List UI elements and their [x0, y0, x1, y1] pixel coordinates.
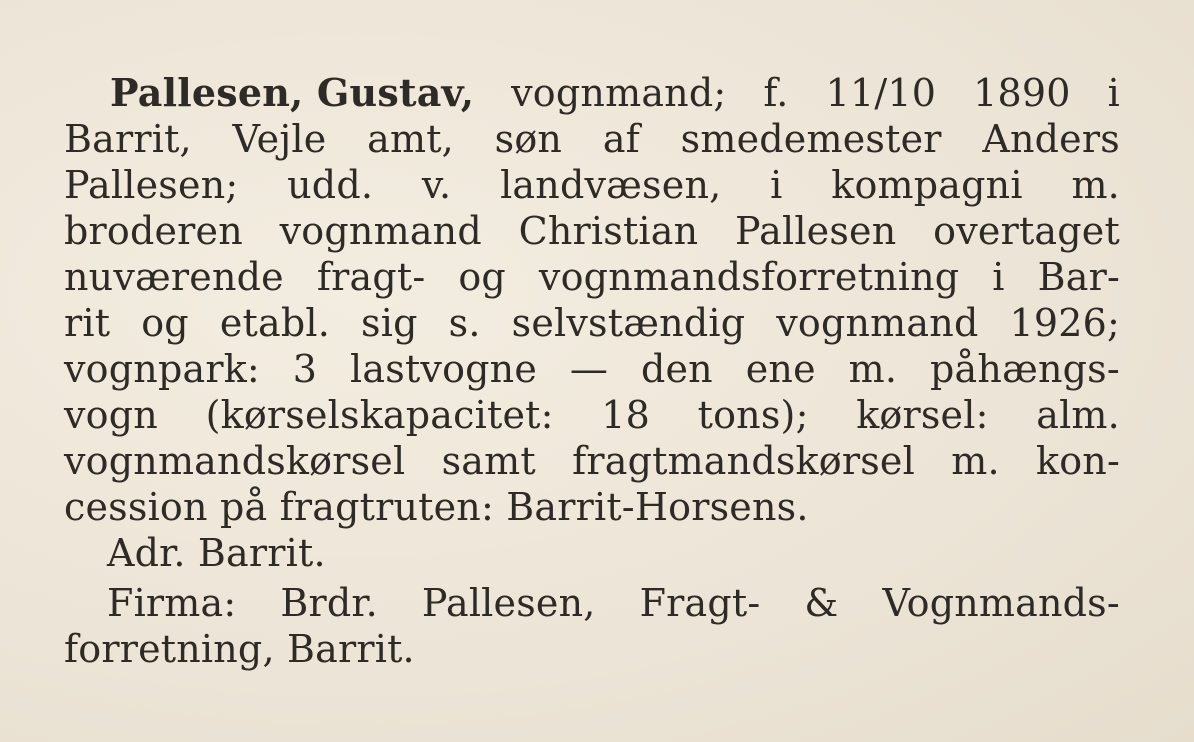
- word: Bar-: [1037, 255, 1120, 299]
- entry-line-10: cession på fragtruten: Barrit-Horsens.: [64, 485, 809, 529]
- entry-line-7: [64, 346, 1120, 392]
- word: overtaget: [933, 209, 1120, 253]
- word: vognmandsforretning: [538, 255, 960, 299]
- word: v.: [421, 163, 452, 207]
- entry-line-5: [64, 254, 1120, 300]
- entry-line-6: [64, 300, 1120, 346]
- entry-line-4: [64, 208, 1120, 254]
- word: Pallesen;: [64, 163, 239, 207]
- word: lastvogne: [350, 347, 538, 391]
- word: nuværende: [64, 255, 284, 299]
- word: s.: [448, 301, 481, 345]
- word: 18: [601, 393, 651, 437]
- word: sig: [361, 301, 418, 345]
- word: kompagni: [831, 163, 1023, 207]
- word: i: [1107, 71, 1120, 115]
- word: broderen: [64, 209, 243, 253]
- entry-line-9: [64, 438, 1120, 484]
- word: kon-: [1035, 439, 1120, 483]
- word: den: [640, 347, 713, 391]
- word: Pallesen: [735, 209, 897, 253]
- word: &: [804, 581, 839, 625]
- word: 1926;: [1009, 301, 1120, 345]
- word: etabl.: [219, 301, 331, 345]
- word: fragt-: [316, 255, 426, 299]
- entry-line-8: [64, 392, 1120, 438]
- word: tons);: [697, 393, 809, 437]
- word: fragtmandskørsel: [572, 439, 915, 483]
- word: påhængs-: [930, 347, 1120, 391]
- entry-name: Pallesen, Gustav,: [110, 70, 475, 115]
- word: alm.: [1036, 393, 1120, 437]
- word: m.: [951, 439, 1000, 483]
- entry-line-3: [64, 162, 1120, 208]
- word: 11/10: [825, 71, 937, 115]
- word: Pallesen,: [421, 581, 596, 625]
- firm-line-2: forretning, Barrit.: [64, 627, 415, 671]
- word: søn: [494, 117, 563, 161]
- word: Firma:: [107, 581, 237, 625]
- word: udd.: [287, 163, 374, 207]
- word: 1890: [973, 71, 1071, 115]
- word: Anders: [982, 117, 1120, 161]
- word: Brdr.: [280, 581, 378, 625]
- address-line: Adr. Barrit.: [107, 531, 326, 575]
- word: og: [141, 301, 189, 345]
- word: Barrit,: [64, 117, 192, 161]
- word: vognmand: [776, 301, 979, 345]
- word: m.: [1071, 163, 1120, 207]
- word: ene: [745, 347, 816, 391]
- word: Vejle: [232, 117, 327, 161]
- word: og: [458, 255, 506, 299]
- firm-line-1: [107, 580, 1120, 626]
- word: vognmand: [279, 209, 482, 253]
- word: kørsel:: [856, 393, 989, 437]
- word: Vognmands-: [882, 581, 1120, 625]
- word: vognpark:: [64, 347, 260, 391]
- word: vogn: [64, 393, 158, 437]
- word: vognmandskørsel: [64, 439, 406, 483]
- word: vognmand;: [511, 71, 727, 115]
- word: af: [602, 117, 640, 161]
- word: (kørselskapacitet:: [205, 393, 554, 437]
- word: Christian: [518, 209, 699, 253]
- word: —: [569, 347, 609, 391]
- word: m.: [848, 347, 898, 391]
- word: selvstændig: [511, 301, 746, 345]
- entry-line-1: [110, 70, 1120, 116]
- entry-line-2: [64, 116, 1120, 162]
- word: i: [770, 163, 783, 207]
- word: 3: [292, 347, 318, 391]
- word: rit: [64, 301, 111, 345]
- word: amt,: [367, 117, 454, 161]
- word: landvæsen,: [500, 163, 722, 207]
- word: i: [992, 255, 1005, 299]
- word: smedemester: [680, 117, 942, 161]
- word: f.: [763, 71, 789, 115]
- word: samt: [441, 439, 536, 483]
- word: Fragt-: [639, 581, 761, 625]
